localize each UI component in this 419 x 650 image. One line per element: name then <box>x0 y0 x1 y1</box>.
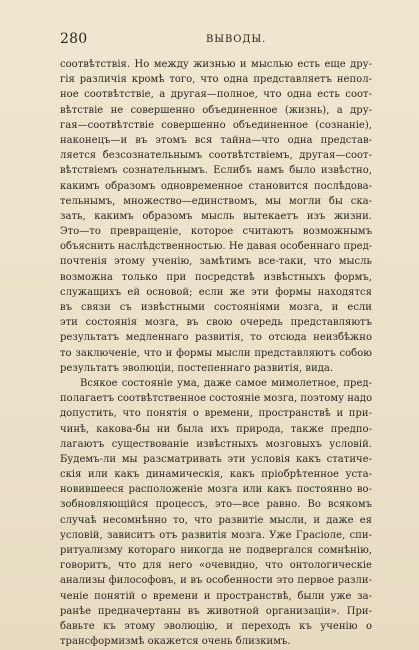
text-line: соотвѣтствія. Но между жизнью и мыслью есть еще дру- <box>60 59 372 70</box>
text-line: почтенія этому ученію, замѣтимъ все-таки, что мысль <box>60 256 372 268</box>
text-line: объяснить наслѣдственностью. Не давая особеннаго пред- <box>60 241 373 253</box>
text-line: Будемъ-ли мы разсматривать эти условія какъ статиче- <box>60 453 372 465</box>
text-line: эти состоянія мозга, въ свою очередь представляютъ <box>60 317 372 329</box>
text-line: трансформизмѣ окажется очень близкимъ. <box>60 636 291 648</box>
text-line: въ связи съ извѣстными состояніями мозга, и если <box>60 302 372 313</box>
body-text <box>60 57 372 649</box>
text-line: лагаютъ существованіе извѣстныхъ мозговыхъ условій. <box>60 438 372 450</box>
page-number: 280 <box>60 31 88 47</box>
text-line: ное соотвѣтствіе, а другая—полное, что одна есть соот- <box>60 89 372 101</box>
text-line: ченіе понятій о времени и пространствѣ, были уже за- <box>60 590 372 602</box>
page-header <box>60 31 368 47</box>
text-line: наконецъ—и въ этомъ вся тайна—что одна представ- <box>60 134 372 146</box>
text-line: результатъ эволюціи, постепеннаго развитія, вида. <box>60 362 334 374</box>
text-line: случаѣ несомнѣнно то, что развитіе мысли, и даже ея <box>60 514 372 526</box>
text-line: допустить, что понятія о времени, пространствѣ и при- <box>60 408 372 420</box>
text-line: зать, какимъ образомъ мысль вытекаетъ изъ жизни. <box>60 210 372 222</box>
text-line: ритуализму котораго никогда не подвергался сомнѣнію, <box>60 545 372 556</box>
text-line: новившееся расположеніе мозга или какъ постоянно во- <box>60 484 372 496</box>
paragraph-1 <box>60 57 372 376</box>
running-head: ВЫВОДЫ. <box>206 34 267 45</box>
text-line: результатъ медленнаго развитія, то отсюда неизбѣжно <box>60 332 372 344</box>
text-line: гая—соотвѣтствіе совершенно объединенное (сознаніе), <box>60 119 372 131</box>
text-line: анализы философовъ, и въ особенности это первое разли- <box>60 575 372 587</box>
text-line: вѣтствіемъ сознательнымъ. Еслибъ намъ было извѣстно, <box>60 165 372 177</box>
text-line: полагаетъ соотвѣтственное состояніе мозга, поэтому надо <box>60 393 373 405</box>
text-line: скія или какъ динамическія, какъ пріобрѣтенное уста- <box>60 469 372 481</box>
text-line: условій, зависитъ отъ развитія мозга. Уже Грасіоле, спи- <box>60 529 372 541</box>
text-line: служащихъ ей основой; если же эти формы находятся <box>60 286 372 298</box>
text-line: зобновляющійся процессъ, это—все равно. Во всякомъ <box>60 499 372 511</box>
paragraph-2 <box>60 376 372 649</box>
text-line: говоритъ, что для него «очевидно, что онтологическіе <box>60 560 372 572</box>
text-line: тельнымъ, множество—единствомъ, мы могли бы ска- <box>60 195 372 207</box>
text-line: ляется безсознательнымъ соотвѣтствіемъ, другая—соот- <box>60 150 372 162</box>
text-line: возможна только при посредствѣ извѣстныхъ формъ, <box>60 271 372 283</box>
text-line: ранѣе предначертаны въ животной организаціи». При- <box>60 605 372 617</box>
text-line: какимъ образомъ одновременное становится послѣдова- <box>60 180 372 192</box>
text-line: то заключеніе, что и формы мысли представляютъ собою <box>60 347 372 359</box>
text-line: Это—то превращеніе, которое считаютъ возможнымъ <box>60 226 372 238</box>
text-line: бавьте къ этому эволюцію, и переходъ къ ученію о <box>60 620 372 632</box>
text-line: чинѣ, какова-бы ни была ихъ природа, также предпо- <box>60 423 372 435</box>
text-line: вѣтствіе не совершенно объединенное (жизнь), а дру- <box>60 104 372 116</box>
text-line: гія различія кромѣ того, что одна представляетъ непол- <box>60 74 372 86</box>
text-line: Всякое состояніе ума, даже самое мимолетное, пред- <box>80 377 372 389</box>
